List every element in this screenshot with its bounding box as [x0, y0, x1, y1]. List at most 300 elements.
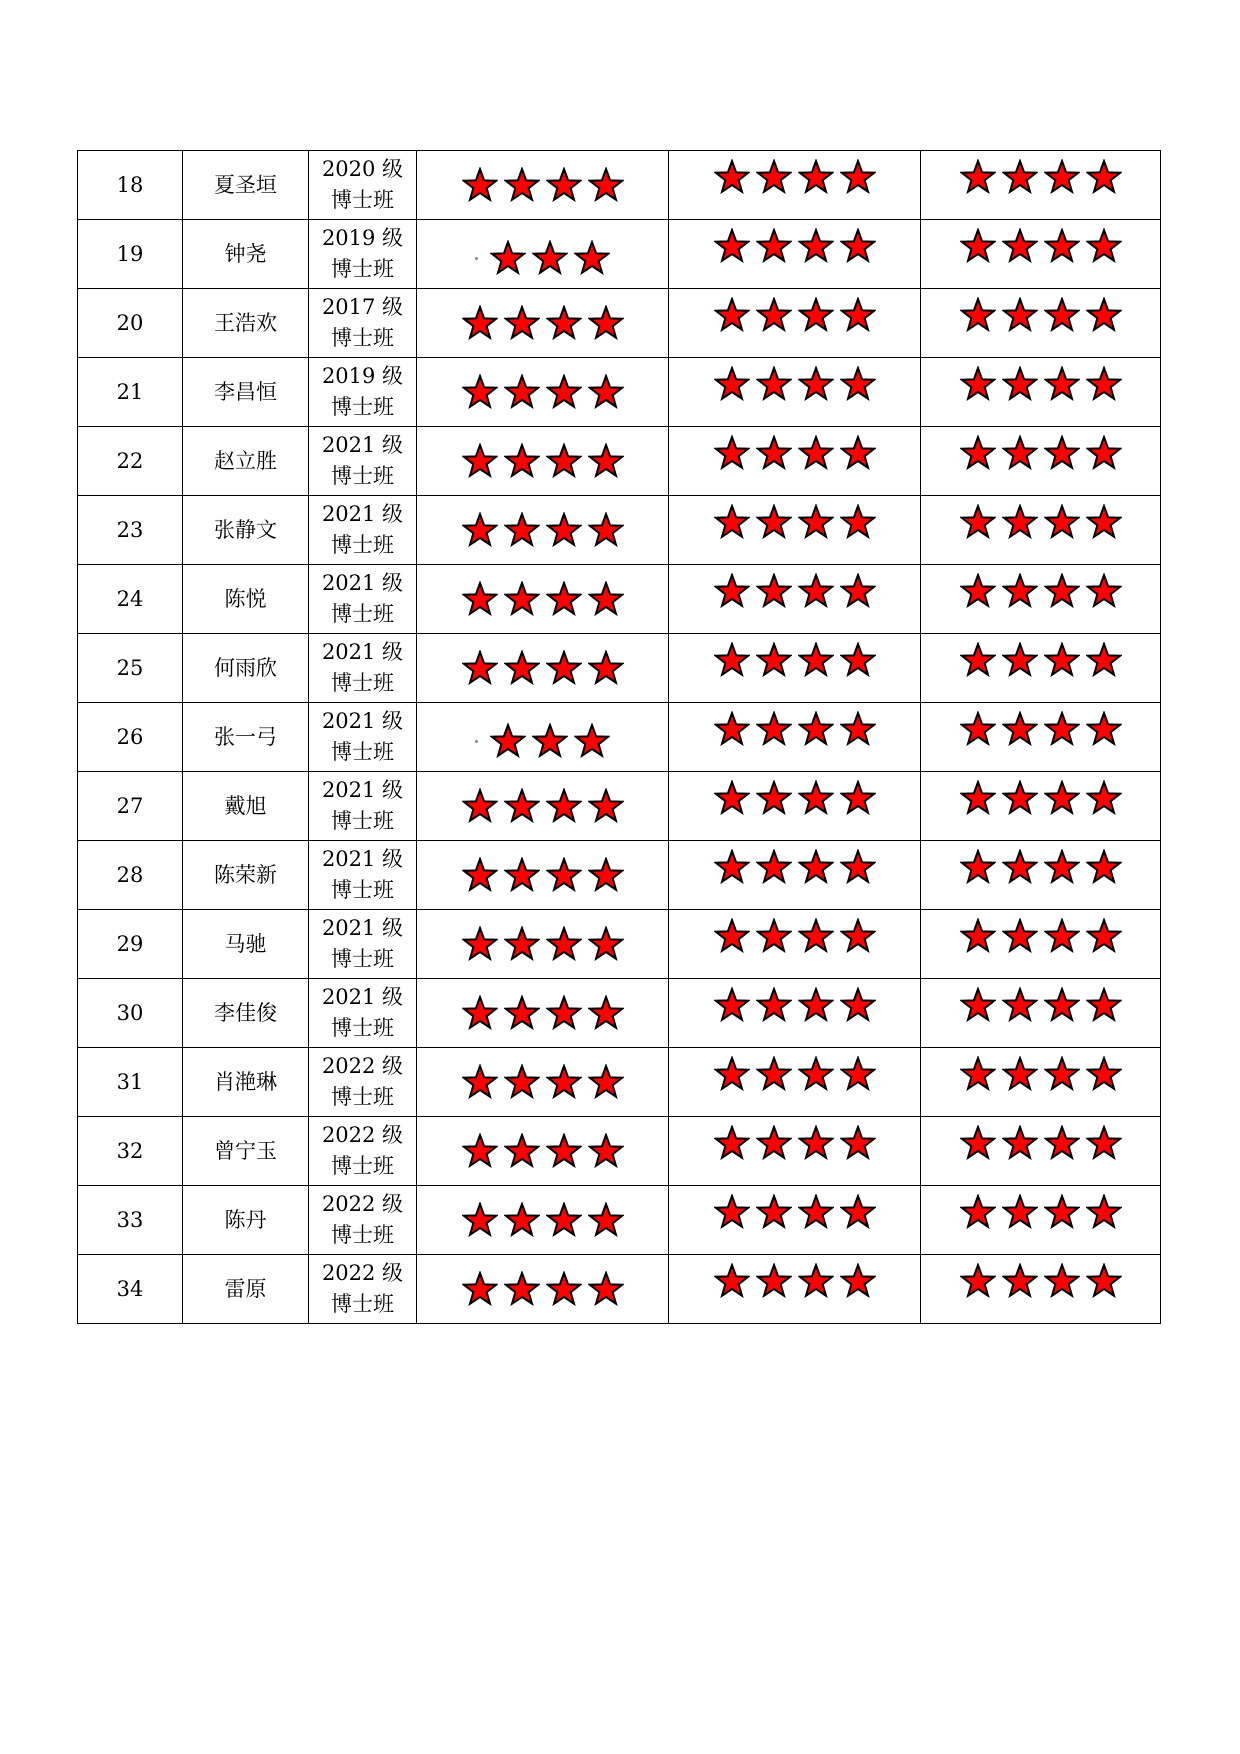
star-rating	[960, 573, 1122, 609]
red-star-icon	[504, 1064, 540, 1100]
red-star-icon	[1086, 297, 1122, 333]
red-star-icon	[960, 1125, 996, 1161]
red-star-icon	[546, 512, 582, 548]
red-star-icon	[1086, 711, 1122, 747]
rating-cell	[921, 358, 1161, 427]
red-star-icon	[532, 723, 568, 759]
table-row	[78, 1255, 1161, 1324]
red-star-icon	[756, 1125, 792, 1161]
rating-cell	[921, 496, 1161, 565]
red-star-icon	[756, 573, 792, 609]
red-star-icon	[960, 1194, 996, 1230]
class-year: 2021 级	[321, 709, 404, 733]
table-row	[78, 1048, 1161, 1117]
class-type: 博士班	[331, 740, 394, 764]
class-type: 博士班	[331, 1154, 394, 1178]
star-rating	[714, 573, 876, 609]
red-star-icon	[798, 987, 834, 1023]
red-star-icon	[588, 167, 624, 203]
table-row	[78, 1186, 1161, 1255]
red-star-icon	[546, 374, 582, 410]
red-star-icon	[840, 1263, 876, 1299]
row-number: 31	[78, 1048, 183, 1117]
red-star-icon	[756, 987, 792, 1023]
red-star-icon	[504, 788, 540, 824]
class-cell	[309, 289, 417, 358]
red-star-icon	[798, 504, 834, 540]
red-star-icon	[546, 650, 582, 686]
class-type: 博士班	[331, 1292, 394, 1316]
red-star-icon	[756, 159, 792, 195]
student-name: 陈丹	[183, 1186, 309, 1255]
red-star-icon	[840, 297, 876, 333]
red-star-icon	[798, 780, 834, 816]
table-row	[78, 841, 1161, 910]
red-star-icon	[798, 1125, 834, 1161]
class-cell	[309, 496, 417, 565]
class-cell	[309, 979, 417, 1048]
red-star-icon	[960, 918, 996, 954]
red-star-icon	[960, 297, 996, 333]
student-name: 曾宁玉	[183, 1117, 309, 1186]
class-cell	[309, 1048, 417, 1117]
red-star-icon	[756, 504, 792, 540]
red-star-icon	[462, 788, 498, 824]
rating-cell	[669, 358, 921, 427]
red-star-icon	[840, 228, 876, 264]
rating-cell	[669, 772, 921, 841]
star-rating	[462, 995, 624, 1031]
table-row	[78, 220, 1161, 289]
class-year: 2017 级	[321, 295, 404, 319]
red-star-icon	[1086, 504, 1122, 540]
rating-cell	[921, 427, 1161, 496]
red-star-icon	[1002, 435, 1038, 471]
star-rating	[960, 228, 1122, 264]
rating-cell	[669, 841, 921, 910]
rating-cell	[417, 703, 669, 772]
rating-cell	[669, 1048, 921, 1117]
star-rating	[462, 512, 624, 548]
table-row	[78, 910, 1161, 979]
class-type: 博士班	[331, 671, 394, 695]
red-star-icon	[462, 512, 498, 548]
class-year: 2021 级	[321, 571, 404, 595]
red-star-icon	[1002, 573, 1038, 609]
class-cell	[309, 1186, 417, 1255]
red-star-icon	[462, 1271, 498, 1307]
red-star-icon	[504, 857, 540, 893]
class-type: 博士班	[331, 1085, 394, 1109]
rating-cell	[669, 979, 921, 1048]
red-star-icon	[798, 918, 834, 954]
star-rating	[960, 159, 1122, 195]
row-number: 20	[78, 289, 183, 358]
star-rating	[462, 650, 624, 686]
red-star-icon	[588, 995, 624, 1031]
table-row	[78, 289, 1161, 358]
red-star-icon	[1002, 1194, 1038, 1230]
star-rating	[714, 1194, 876, 1230]
star-rating	[714, 1056, 876, 1092]
red-star-icon	[756, 1263, 792, 1299]
rating-cell	[669, 427, 921, 496]
red-star-icon	[504, 167, 540, 203]
student-name: 夏圣垣	[183, 151, 309, 220]
red-star-icon	[798, 1056, 834, 1092]
red-star-icon	[714, 228, 750, 264]
star-rating	[960, 987, 1122, 1023]
red-star-icon	[588, 374, 624, 410]
red-star-icon	[1044, 573, 1080, 609]
rating-cell	[921, 910, 1161, 979]
class-type: 博士班	[331, 533, 394, 557]
rating-cell	[669, 496, 921, 565]
red-star-icon	[756, 435, 792, 471]
red-star-icon	[1086, 366, 1122, 402]
rating-cell	[669, 220, 921, 289]
rating-cell	[417, 1117, 669, 1186]
red-star-icon	[798, 849, 834, 885]
class-type: 博士班	[331, 188, 394, 212]
red-star-icon	[462, 305, 498, 341]
class-year: 2021 级	[321, 433, 404, 457]
star-rating	[960, 1125, 1122, 1161]
rating-cell	[921, 979, 1161, 1048]
red-star-icon	[546, 857, 582, 893]
rating-cell	[669, 910, 921, 979]
red-star-icon	[1044, 987, 1080, 1023]
red-star-icon	[546, 926, 582, 962]
red-star-icon	[546, 788, 582, 824]
red-star-icon	[798, 228, 834, 264]
red-star-icon	[798, 297, 834, 333]
rating-cell	[417, 220, 669, 289]
red-star-icon	[840, 1194, 876, 1230]
red-star-icon	[588, 512, 624, 548]
red-star-icon	[756, 366, 792, 402]
red-star-icon	[960, 987, 996, 1023]
class-cell	[309, 910, 417, 979]
red-star-icon	[588, 581, 624, 617]
class-type: 博士班	[331, 464, 394, 488]
red-star-icon	[840, 642, 876, 678]
red-star-icon	[714, 435, 750, 471]
rating-cell	[417, 565, 669, 634]
class-type: 博士班	[331, 602, 394, 626]
red-star-icon	[588, 650, 624, 686]
row-number: 26	[78, 703, 183, 772]
red-star-icon	[756, 1056, 792, 1092]
table-row	[78, 772, 1161, 841]
red-star-icon	[588, 1064, 624, 1100]
red-star-icon	[546, 443, 582, 479]
table-body	[78, 151, 1161, 1324]
student-name: 王浩欢	[183, 289, 309, 358]
row-number: 28	[78, 841, 183, 910]
rating-cell	[669, 1255, 921, 1324]
red-star-icon	[1086, 1194, 1122, 1230]
red-star-icon	[1044, 159, 1080, 195]
class-cell	[309, 1255, 417, 1324]
red-star-icon	[960, 1263, 996, 1299]
red-star-icon	[504, 443, 540, 479]
class-year: 2019 级	[321, 364, 404, 388]
red-star-icon	[1086, 642, 1122, 678]
red-star-icon	[840, 573, 876, 609]
red-star-icon	[714, 1125, 750, 1161]
table-row	[78, 151, 1161, 220]
red-star-icon	[798, 366, 834, 402]
row-number: 24	[78, 565, 183, 634]
class-year: 2019 级	[321, 226, 404, 250]
star-rating	[960, 366, 1122, 402]
red-star-icon	[546, 1202, 582, 1238]
star-rating	[462, 167, 624, 203]
row-number: 27	[78, 772, 183, 841]
red-star-icon	[1002, 1056, 1038, 1092]
star-rating	[714, 711, 876, 747]
row-number: 22	[78, 427, 183, 496]
rating-cell	[669, 1186, 921, 1255]
star-rating	[714, 918, 876, 954]
student-name: 雷原	[183, 1255, 309, 1324]
red-star-icon	[1002, 780, 1038, 816]
red-star-icon	[1044, 711, 1080, 747]
star-rating	[960, 1056, 1122, 1092]
red-star-icon	[1086, 573, 1122, 609]
red-star-icon	[798, 1263, 834, 1299]
red-star-icon	[1002, 1263, 1038, 1299]
red-star-icon	[1086, 1056, 1122, 1092]
red-star-icon	[840, 780, 876, 816]
stray-mark	[475, 257, 478, 260]
class-cell	[309, 358, 417, 427]
rating-cell	[417, 634, 669, 703]
star-rating	[960, 780, 1122, 816]
star-rating	[462, 1064, 624, 1100]
red-star-icon	[960, 573, 996, 609]
student-name: 何雨欣	[183, 634, 309, 703]
class-cell	[309, 565, 417, 634]
class-type: 博士班	[331, 395, 394, 419]
rating-cell	[417, 496, 669, 565]
red-star-icon	[462, 1064, 498, 1100]
red-star-icon	[588, 1133, 624, 1169]
red-star-icon	[504, 1133, 540, 1169]
red-star-icon	[960, 780, 996, 816]
star-rating	[462, 1271, 624, 1307]
class-year: 2021 级	[321, 847, 404, 871]
rating-cell	[417, 289, 669, 358]
table-row	[78, 1117, 1161, 1186]
row-number: 25	[78, 634, 183, 703]
red-star-icon	[574, 240, 610, 276]
red-star-icon	[1086, 228, 1122, 264]
star-rating	[462, 581, 624, 617]
star-rating	[462, 926, 624, 962]
student-name: 张静文	[183, 496, 309, 565]
red-star-icon	[714, 159, 750, 195]
star-rating	[462, 374, 624, 410]
class-year: 2020 级	[321, 157, 404, 181]
red-star-icon	[462, 443, 498, 479]
red-star-icon	[714, 987, 750, 1023]
red-star-icon	[588, 1202, 624, 1238]
red-star-icon	[840, 711, 876, 747]
row-number: 30	[78, 979, 183, 1048]
red-star-icon	[714, 297, 750, 333]
red-star-icon	[714, 573, 750, 609]
table-row	[78, 703, 1161, 772]
red-star-icon	[490, 240, 526, 276]
red-star-icon	[588, 857, 624, 893]
red-star-icon	[1086, 849, 1122, 885]
red-star-icon	[1002, 918, 1038, 954]
red-star-icon	[840, 918, 876, 954]
rating-cell	[921, 565, 1161, 634]
class-type: 博士班	[331, 809, 394, 833]
star-rating	[960, 918, 1122, 954]
red-star-icon	[714, 504, 750, 540]
red-star-icon	[756, 849, 792, 885]
star-rating	[462, 857, 624, 893]
red-star-icon	[532, 240, 568, 276]
red-star-icon	[840, 504, 876, 540]
red-star-icon	[960, 435, 996, 471]
red-star-icon	[588, 305, 624, 341]
red-star-icon	[960, 366, 996, 402]
class-type: 博士班	[331, 257, 394, 281]
star-rating	[714, 435, 876, 471]
red-star-icon	[504, 926, 540, 962]
rating-cell	[669, 634, 921, 703]
student-name: 李佳俊	[183, 979, 309, 1048]
class-type: 博士班	[331, 878, 394, 902]
class-cell	[309, 772, 417, 841]
rating-cell	[921, 1048, 1161, 1117]
red-star-icon	[504, 995, 540, 1031]
class-cell	[309, 634, 417, 703]
red-star-icon	[1002, 366, 1038, 402]
red-star-icon	[960, 711, 996, 747]
star-rating	[960, 1263, 1122, 1299]
red-star-icon	[714, 849, 750, 885]
class-type: 博士班	[331, 326, 394, 350]
rating-cell	[417, 772, 669, 841]
rating-cell	[921, 1186, 1161, 1255]
table-row	[78, 496, 1161, 565]
rating-cell	[921, 151, 1161, 220]
star-rating	[714, 780, 876, 816]
red-star-icon	[462, 1202, 498, 1238]
red-star-icon	[546, 1271, 582, 1307]
table-row	[78, 427, 1161, 496]
red-star-icon	[504, 512, 540, 548]
class-year: 2021 级	[321, 778, 404, 802]
star-rating	[714, 1125, 876, 1161]
star-rating	[475, 723, 610, 759]
table-row	[78, 634, 1161, 703]
red-star-icon	[504, 305, 540, 341]
row-number: 21	[78, 358, 183, 427]
rating-cell	[417, 910, 669, 979]
red-star-icon	[840, 849, 876, 885]
student-name: 钟尧	[183, 220, 309, 289]
class-cell	[309, 703, 417, 772]
red-star-icon	[840, 1125, 876, 1161]
star-rating	[960, 849, 1122, 885]
red-star-icon	[504, 1202, 540, 1238]
class-type: 博士班	[331, 1016, 394, 1040]
red-star-icon	[1002, 1125, 1038, 1161]
rating-cell	[669, 289, 921, 358]
red-star-icon	[960, 1056, 996, 1092]
rating-cell	[669, 565, 921, 634]
class-cell	[309, 841, 417, 910]
star-rating	[960, 504, 1122, 540]
red-star-icon	[756, 228, 792, 264]
rating-cell	[417, 151, 669, 220]
class-year: 2021 级	[321, 502, 404, 526]
rating-cell	[417, 1255, 669, 1324]
red-star-icon	[1086, 159, 1122, 195]
red-star-icon	[840, 1056, 876, 1092]
red-star-icon	[588, 443, 624, 479]
red-star-icon	[756, 297, 792, 333]
rating-cell	[669, 703, 921, 772]
red-star-icon	[960, 642, 996, 678]
red-star-icon	[1086, 1125, 1122, 1161]
rating-cell	[921, 703, 1161, 772]
rating-cell	[417, 427, 669, 496]
red-star-icon	[462, 374, 498, 410]
red-star-icon	[714, 642, 750, 678]
star-rating	[714, 642, 876, 678]
red-star-icon	[798, 573, 834, 609]
red-star-icon	[1044, 297, 1080, 333]
red-star-icon	[798, 435, 834, 471]
class-year: 2022 级	[321, 1261, 404, 1285]
star-rating	[714, 1263, 876, 1299]
red-star-icon	[1044, 1263, 1080, 1299]
stray-mark	[475, 740, 478, 743]
red-star-icon	[1044, 228, 1080, 264]
class-cell	[309, 220, 417, 289]
row-number: 33	[78, 1186, 183, 1255]
red-star-icon	[960, 849, 996, 885]
red-star-icon	[574, 723, 610, 759]
red-star-icon	[756, 918, 792, 954]
red-star-icon	[1044, 1194, 1080, 1230]
red-star-icon	[490, 723, 526, 759]
rating-cell	[669, 151, 921, 220]
red-star-icon	[756, 780, 792, 816]
class-cell	[309, 1117, 417, 1186]
red-star-icon	[714, 918, 750, 954]
class-year: 2021 级	[321, 640, 404, 664]
rating-cell	[417, 1048, 669, 1117]
row-number: 34	[78, 1255, 183, 1324]
red-star-icon	[714, 1263, 750, 1299]
red-star-icon	[546, 305, 582, 341]
red-star-icon	[1086, 435, 1122, 471]
red-star-icon	[504, 374, 540, 410]
red-star-icon	[840, 366, 876, 402]
class-year: 2022 级	[321, 1054, 404, 1078]
class-cell	[309, 427, 417, 496]
student-name: 李昌恒	[183, 358, 309, 427]
